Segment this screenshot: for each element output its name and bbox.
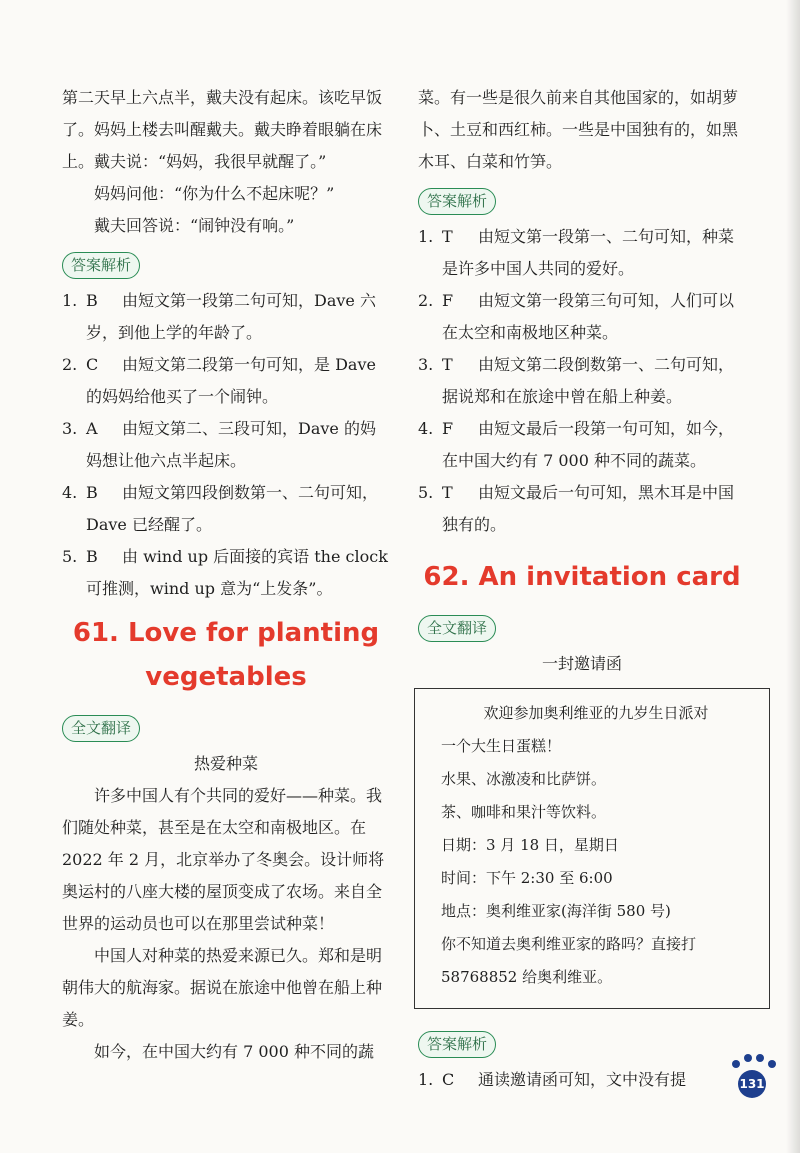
answer-text: 由短文第一段第三句可知，人们可以在太空和南极地区种菜。	[442, 291, 735, 342]
translation-paragraph: 中国人对种菜的热爱来源已久。郑和是明朝伟大的航海家。据说在旅途中他曾在船上种姜。	[62, 946, 383, 1029]
paw-toe-icon	[732, 1060, 740, 1068]
invitation-card	[414, 688, 770, 1009]
story-paragraph: 第二天早上六点半，戴夫没有起床。该吃早饭了。妈妈上楼去叫醒戴夫。戴夫睁着眼躺在床上。戴夫说：“妈妈，我很早就醒了。”	[62, 88, 383, 171]
card-heading: 欢迎参加奥利维亚的九岁生日派对	[483, 704, 709, 722]
translation-label: 全文翻译	[418, 615, 496, 642]
answer-text: 由短文第二段倒数第一、二句可知，据说郑和在旅途中曾在船上种姜。	[442, 355, 735, 406]
answer-letter: F	[442, 291, 454, 310]
answer-item	[418, 1064, 746, 1096]
page-edge-shadow	[786, 0, 800, 1153]
card-line: 一个大生日蛋糕！	[441, 737, 562, 755]
answer-text: 由短文第四段倒数第一、二句可知，Dave 已经醒了。	[86, 483, 379, 534]
answer-letter: C	[442, 1070, 455, 1089]
card-line: 水果、冰激凌和比萨饼。	[441, 770, 607, 788]
answer-item	[418, 349, 746, 413]
answer-text: 由短文第一段第二句可知，Dave 六岁，到他上学的年龄了。	[86, 291, 376, 342]
answer-number: 2.	[62, 355, 78, 374]
translation-subtitle: 热爱种菜	[193, 754, 258, 773]
right-column	[418, 82, 746, 1096]
page-number: 131	[738, 1070, 766, 1098]
card-line: 日期：3 月 18 日，星期日	[441, 836, 619, 854]
translation-continuation: 菜。有一些是很久前来自其他国家的，如胡萝卜、土豆和西红柿。一些是中国独有的，如黑木耳、白菜和竹笋。	[418, 88, 739, 171]
story-dialogue: 戴夫回答说：“闹钟没有响。”	[94, 216, 295, 235]
section-61-title	[62, 611, 390, 699]
answer-item	[418, 413, 746, 477]
answer-letter: T	[442, 483, 453, 502]
answer-letter: B	[86, 547, 98, 566]
card-line: 时间：下午 2:30 至 6:00	[441, 869, 613, 887]
answer-number: 3.	[418, 355, 434, 374]
answer-text: 由短文第二段第一句可知，是 Dave 的妈妈给他买了一个闹钟。	[86, 355, 376, 406]
translation-paragraph: 如今，在中国大约有 7 000 种不同的蔬	[94, 1042, 374, 1061]
card-line: 地点：奥利维亚家(海洋街 580 号)	[441, 902, 671, 920]
answer-item	[62, 349, 390, 413]
card-line: 茶、咖啡和果汁等饮料。	[441, 803, 607, 821]
answer-text: 通读邀请函可知，文中没有提	[478, 1070, 687, 1089]
answer-item	[418, 221, 746, 285]
paw-toe-icon	[768, 1060, 776, 1068]
answer-text: 由短文第二、三段可知，Dave 的妈妈想让他六点半起床。	[86, 419, 376, 470]
answer-item	[418, 477, 746, 541]
answer-number: 1.	[418, 1070, 434, 1089]
section-61-title-line1: 61. Love for planting	[72, 618, 380, 648]
answer-item	[62, 413, 390, 477]
answer-number: 5.	[62, 547, 78, 566]
answer-letter: C	[86, 355, 99, 374]
section-61-title-line2: vegetables	[145, 662, 307, 692]
answer-text: 由短文第一段第一、二句可知，种菜是许多中国人共同的爱好。	[442, 227, 735, 278]
answer-number: 2.	[418, 291, 434, 310]
answer-number: 1.	[62, 291, 78, 310]
story-dialogue: 妈妈问他：“你为什么不起床呢？”	[94, 184, 335, 203]
paw-toe-icon	[756, 1054, 764, 1062]
answer-letter: T	[442, 227, 453, 246]
answer-number: 1.	[418, 227, 434, 246]
answers-label: 答案解析	[62, 252, 140, 279]
answer-letter: A	[86, 419, 98, 438]
answers-label: 答案解析	[418, 1031, 496, 1058]
answer-text: 由 wind up 后面接的宾语 the clock 可推测，wind up 意为“上发条”。	[86, 547, 388, 598]
section-62-title: 62. An invitation card	[423, 562, 741, 592]
translation-subtitle: 一封邀请函	[541, 654, 622, 673]
answer-number: 4.	[418, 419, 434, 438]
left-column	[62, 82, 390, 1068]
answer-text: 由短文最后一句可知，黑木耳是中国独有的。	[442, 483, 735, 534]
answer-letter: T	[442, 355, 453, 374]
translation-label: 全文翻译	[62, 715, 140, 742]
answer-letter: B	[86, 291, 98, 310]
answer-letter: B	[86, 483, 98, 502]
answer-item	[62, 285, 390, 349]
answer-text: 由短文最后一段第一句可知，如今，在中国大约有 7 000 种不同的蔬菜。	[442, 419, 735, 470]
answer-item	[62, 477, 390, 541]
answers-label: 答案解析	[418, 188, 496, 215]
answer-number: 3.	[62, 419, 78, 438]
answer-number: 5.	[418, 483, 434, 502]
answer-number: 4.	[62, 483, 78, 502]
card-closing: 你不知道去奥利维亚家的路吗？直接打 58768852 给奥利维亚。	[441, 935, 697, 986]
paw-toe-icon	[744, 1054, 752, 1062]
answer-item	[62, 541, 390, 605]
answer-item	[418, 285, 746, 349]
answer-letter: F	[442, 419, 454, 438]
translation-paragraph: 许多中国人有个共同的爱好——种菜。我们随处种菜，甚至是在太空和南极地区。在 2022 年 2 月，北京举办了冬奥会。设计师将奥运村的八座大楼的屋顶变成了农场。来自全世界的运动员也可以在那里尝试种菜！	[62, 786, 385, 933]
